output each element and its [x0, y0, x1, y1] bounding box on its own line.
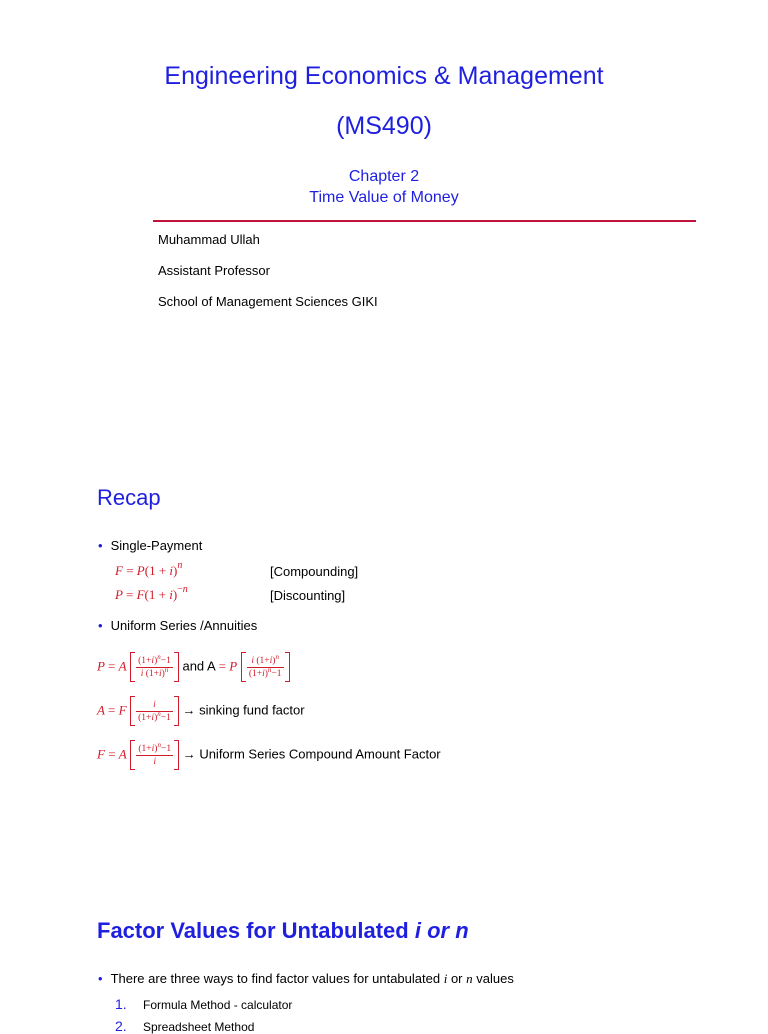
course-code: (MS490) — [336, 112, 432, 140]
discounting-formula: $P = F(1 + i)^{-n}$ — [115, 584, 188, 602]
chapter-number: Chapter 2 — [348, 168, 420, 185]
and-text: and A — [182, 658, 216, 674]
compound-amount-formula: F = A $\frac{(1+i)^n-1}{i}$ → Uniform Series Compound Amount Factor — [97, 740, 441, 770]
author-name: Muhammad Ullah — [158, 232, 260, 247]
recap-title: Recap — [97, 485, 161, 510]
method-item-2: 2. Spreadsheet Method — [115, 1018, 255, 1034]
bullet-icon: • — [98, 618, 103, 633]
author-institution: School of Management Sciences GIKI — [158, 294, 378, 309]
present-worth-formula: P = A $\frac{(1+i)^n-1}{i (1+i)^n}$ and A = P $\frac{i (1+i)^n}{(1+i)^n-1}$ — [97, 652, 290, 682]
uniform-series-bullet: • Uniform Series /Annuities — [98, 618, 258, 633]
bullet-icon: • — [98, 971, 103, 986]
sinking-fund-formula: A = F $\frac{i}{(1+i)^n-1}$ → sinking fund factor — [97, 696, 305, 726]
factor-values-slide — [0, 880, 768, 1034]
compounding-label: [Compounding] — [270, 564, 359, 579]
author-position: Assistant Professor — [158, 263, 270, 278]
recap-slide — [0, 440, 768, 880]
course-title: Engineering Economics & Management — [164, 62, 604, 90]
compounding-formula: $F = P(1 + i)^n$ — [115, 560, 183, 578]
title-slide — [0, 0, 768, 430]
chapter-subtitle: Time Value of Money — [309, 189, 459, 206]
sinking-fund-text: → sinking fund factor — [182, 702, 305, 718]
factor-values-title: Factor Values for Untabulated i or n — [97, 918, 469, 943]
single-payment-bullet: • Single-Payment — [98, 538, 203, 553]
three-ways-bullet: • There are three ways to find factor values for untabulated i or n values — [98, 971, 514, 986]
uscaf-text: → Uniform Series Compound Amount Factor — [182, 746, 441, 762]
title-divider — [153, 220, 696, 222]
discounting-label: [Discounting] — [270, 588, 346, 603]
bullet-icon: • — [98, 538, 103, 553]
method-item-1: 1. Formula Method - calculator — [115, 996, 293, 1012]
